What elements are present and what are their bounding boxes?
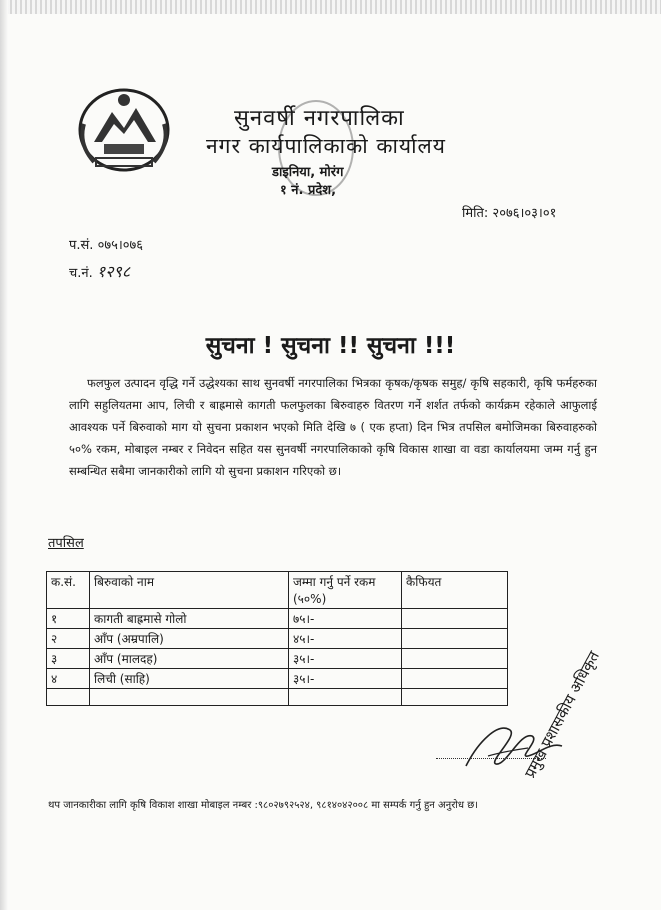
table-row xyxy=(47,649,508,669)
cell-amount: ४५।- xyxy=(289,629,402,649)
cell-remarks xyxy=(402,669,508,689)
cell-sn: ४ xyxy=(47,669,90,689)
municipality-name: सुनवर्षी नगरपालिका xyxy=(234,106,405,131)
dispatch-value: १२९८ xyxy=(96,262,131,281)
cell-sn: ३ xyxy=(47,649,90,669)
reference-number: प.सं. ०७५।०७६ xyxy=(69,238,144,253)
table-row xyxy=(47,629,508,649)
footer-contact: थप जानकारीका लागि कृषि विकाश शाखा मोबाइल नम्बर :९८०२७९२५२४, ९८१४०४२००८ मा सम्पर्क गर्नु हुन अनुरोध छ। xyxy=(48,800,478,811)
notice-title: सुचना ! सुचना !! सुचना !!! xyxy=(205,333,456,359)
cell-name: कागती बाह्रमासे गोलो xyxy=(90,609,289,629)
government-emblem-icon xyxy=(74,84,174,176)
cell-remarks xyxy=(402,649,508,669)
table-row xyxy=(47,609,508,629)
table-header-row xyxy=(47,572,508,609)
cell-name: आँप (मालदह) xyxy=(90,649,289,669)
notice-body xyxy=(69,372,597,482)
office-location: डाइनिया, मोरंग xyxy=(272,165,344,180)
cell-amount: ३५।- xyxy=(289,649,402,669)
office-name: नगर कार्यपालिकाको कार्यालय xyxy=(206,134,446,158)
cell-amount: ७५।- xyxy=(289,609,402,629)
scan-shadow xyxy=(0,0,8,910)
schedule-label: तपसिल xyxy=(48,536,84,551)
province: १ नं. प्रदेश, xyxy=(280,183,337,198)
col-amount-header: जम्मा गर्नु पर्ने रकम (५०%) xyxy=(289,572,402,609)
seedling-table xyxy=(46,571,508,706)
scan-edge-artifact xyxy=(0,0,661,14)
cell-remarks xyxy=(402,609,508,629)
table-row-empty xyxy=(47,689,508,706)
col-name-header: बिरुवाको नाम xyxy=(90,572,289,609)
col-remarks-header: कैफियत xyxy=(402,572,508,609)
letter-date: मिति: २०७६।०३।०१ xyxy=(462,206,557,221)
dispatch-label: च.नं. xyxy=(69,266,93,281)
table-row xyxy=(47,669,508,689)
dispatch-number xyxy=(69,260,130,282)
cell-amount: ३५।- xyxy=(289,669,402,689)
cell-sn: १ xyxy=(47,609,90,629)
notice-body-text: फलफुल उत्पादन वृद्धि गर्ने उद्धेश्यका साथ सुनवर्षी नगरपालिका भित्रका कृषक/कृषक समुह/ कृषि सहकारी, कृषि फर्महरुका लागि सहुलियतमा आप, लिची र बाह्रमासे कागती फलफुलका बिरुवाहरु वितरण गर्ने शर्शत तर्फको कार्यक्रम रहेकाले आफुलाई आवश्यक पर्ने बिरुवाको माग यो सुचना प्रकाशन भएको मिति देखि ७ ( एक हप्ता) दिन भित्र तपसिल बमोजिमका बिरुवाहरुको ५०% रकम, मोबाइल नम्बर र निवेदन सहित यस सुनवर्षी नगरपालिकाको कृषि विकास शाखा वा वडा कार्यालयमा जम्म गर्नु हुन सम्बन्धित सबैमा जानकारीको लागि यो सुचना प्रकाशन गरिएको छ। xyxy=(69,376,597,478)
cell-name: आँप (अम्रपालि) xyxy=(90,629,289,649)
designation: प्रमुख प्रशासकीय अधिकृत xyxy=(520,648,603,781)
cell-name: लिची (साहि) xyxy=(90,669,289,689)
cell-sn: २ xyxy=(47,629,90,649)
cell-remarks xyxy=(402,629,508,649)
col-sn-header: क.सं. xyxy=(47,572,90,609)
